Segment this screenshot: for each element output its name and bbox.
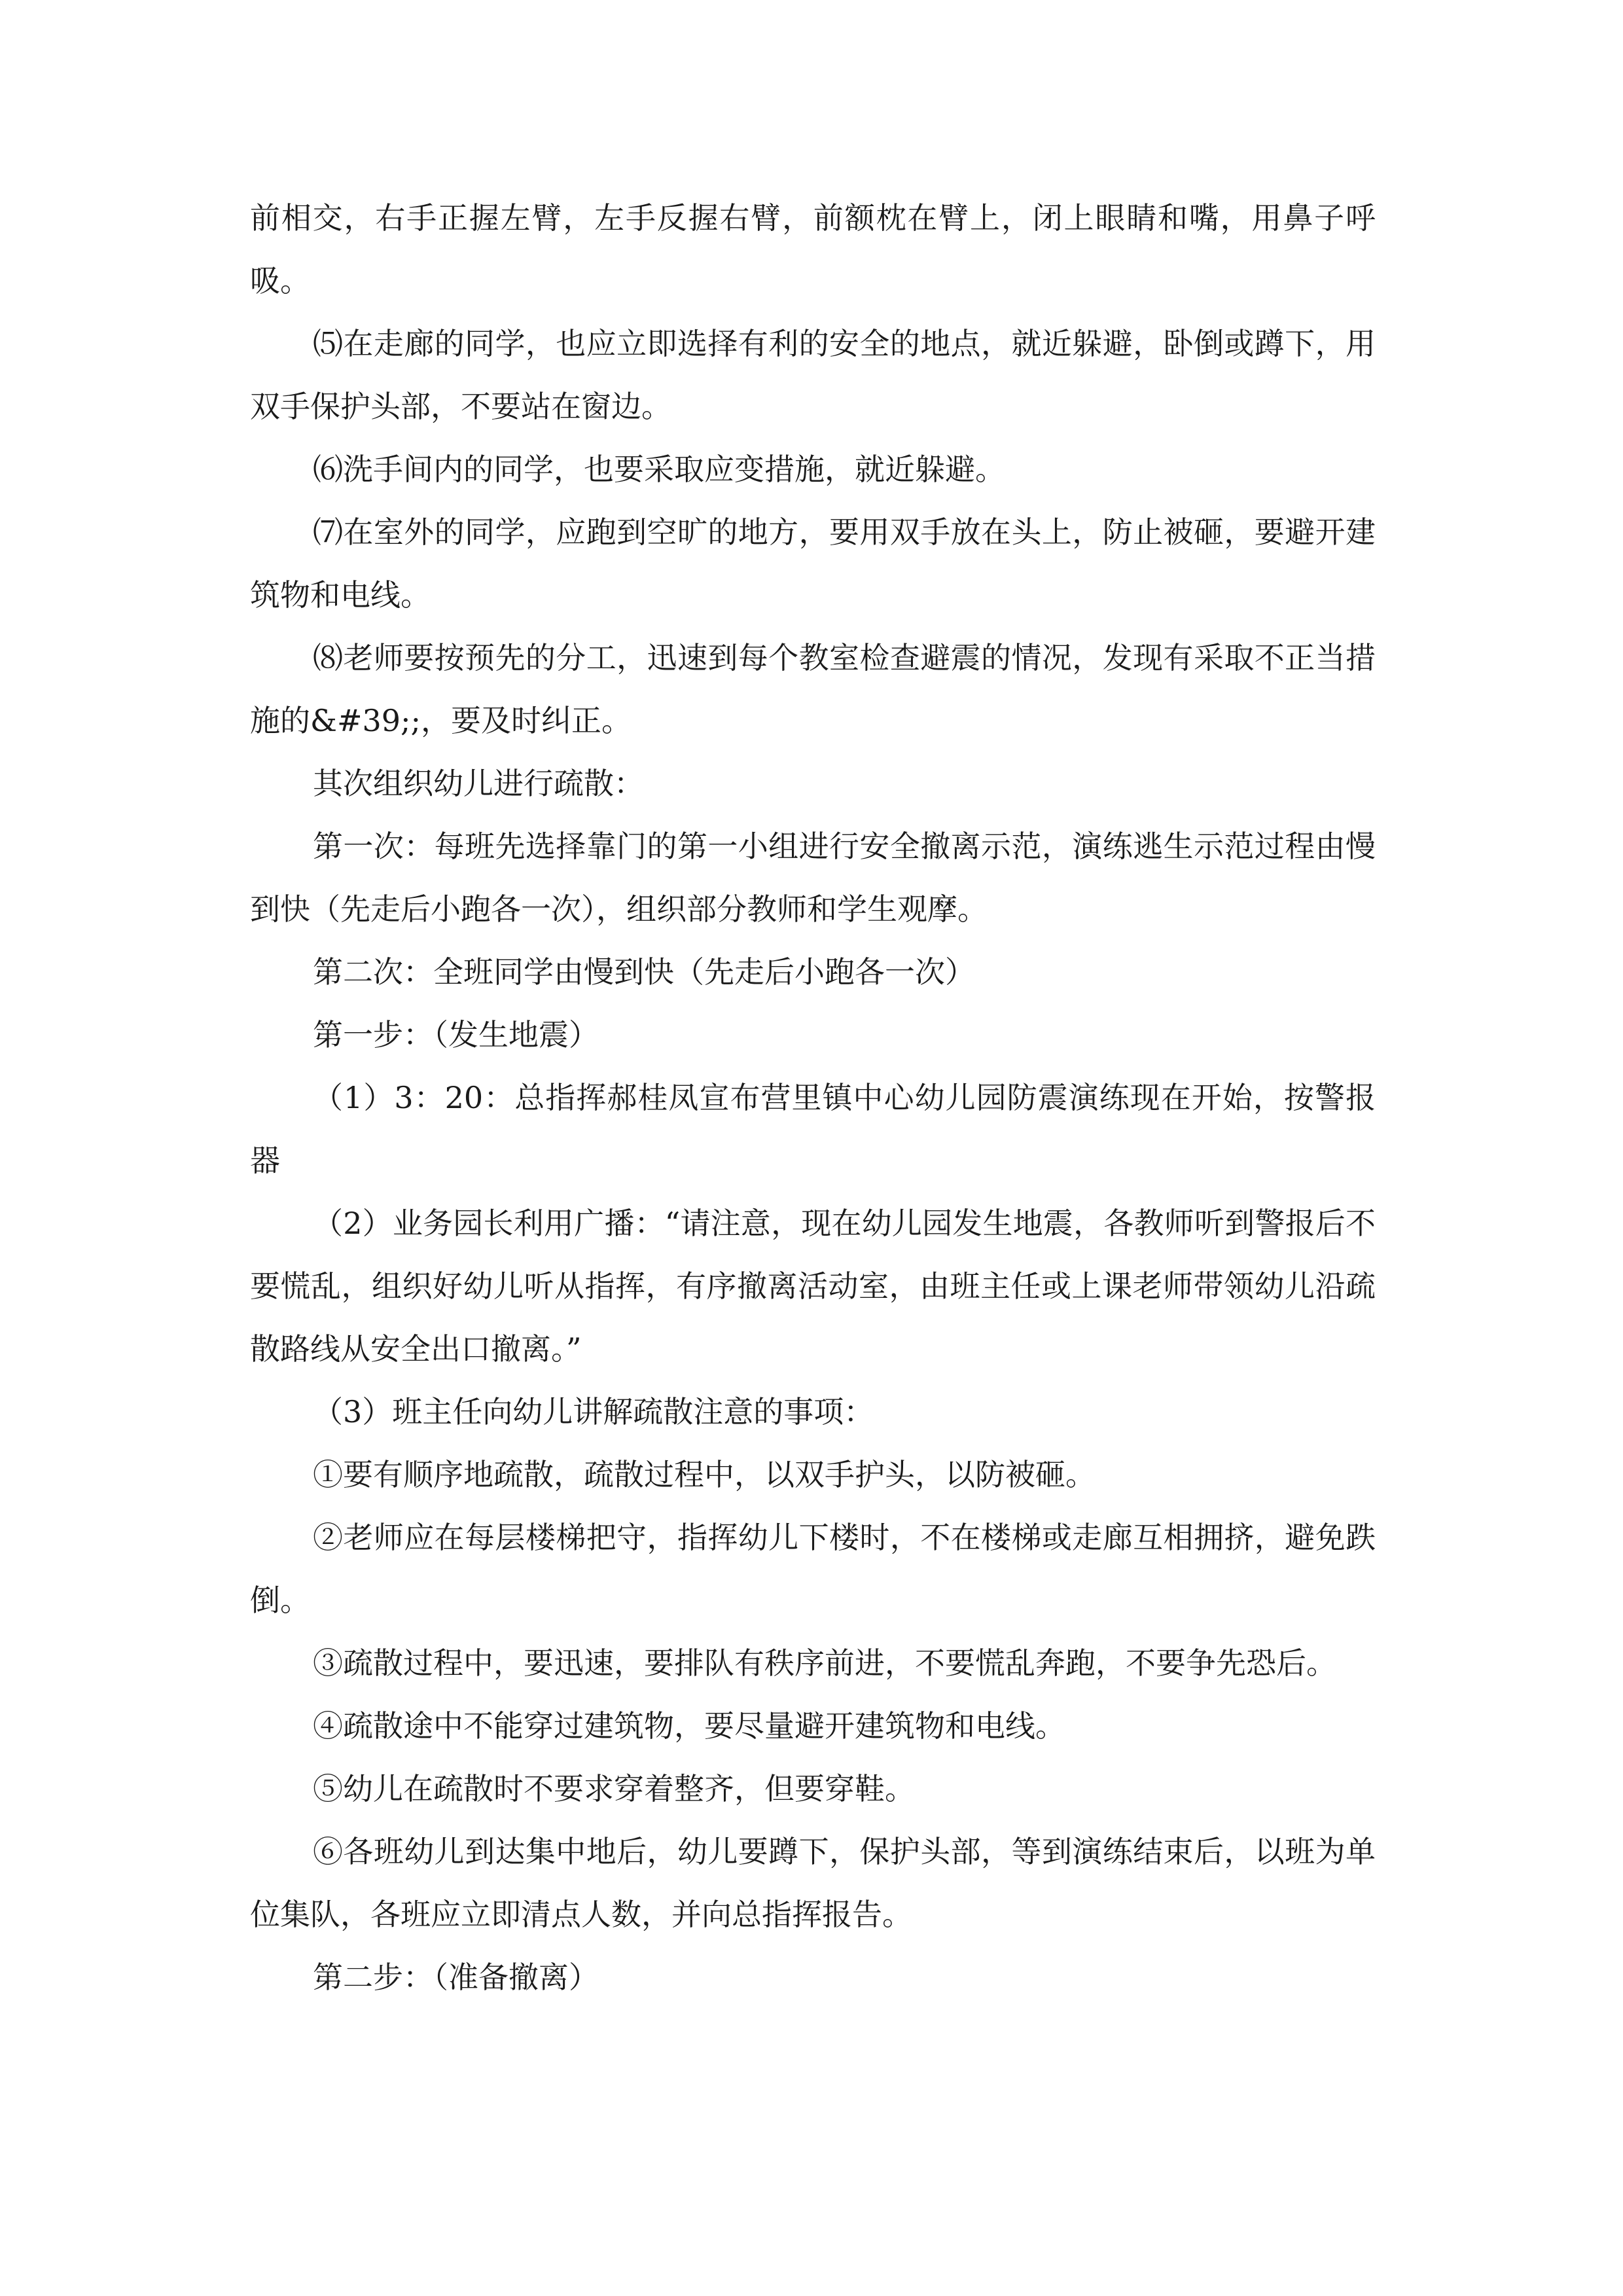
paragraph-step-one-heading: 第一步：（发生地震） xyxy=(313,1017,599,1052)
paragraph-note-5: ⑤幼儿在疏散时不要求穿着整齐，但要穿鞋。 xyxy=(313,1771,915,1806)
paragraph-note-6: ⑥各班幼儿到达集中地后，幼儿要蹲下，保护头部，等到演练结束后，以班为单位集队，各班应立即清点人数，并向总指挥报告。 xyxy=(250,1834,1376,1932)
paragraph-item-5: ⑸在走廊的同学，也应立即选择有利的安全的地点，就近躲避，卧倒或蹲下，用双手保护头部，不要站在窗边。 xyxy=(250,326,1376,424)
paragraph-item-8: ⑻老师要按预先的分工，迅速到每个教室检查避震的情况，发现有采取不正当措施的&#39;;，要及时纠正。 xyxy=(250,640,1376,738)
paragraph-item-7: ⑺在室外的同学，应跑到空旷的地方，要用双手放在头上，防止被砸，要避开建筑物和电线。 xyxy=(250,514,1376,613)
paragraph-note-4: ④疏散途中不能穿过建筑物，要尽量避开建筑物和电线。 xyxy=(313,1708,1065,1744)
paragraph-note-1: ①要有顺序地疏散，疏散过程中，以双手护头，以防被砸。 xyxy=(313,1457,1096,1492)
paragraph-note-2: ②老师应在每层楼梯把守，指挥幼儿下楼时，不在楼梯或走廊互相拥挤，避免跌倒。 xyxy=(250,1520,1376,1618)
paragraph-first-drill: 第一次：每班先选择靠门的第一小组进行安全撤离示范，演练逃生示范过程由慢到快（先走后小跑各一次），组织部分教师和学生观摩。 xyxy=(250,829,1376,927)
paragraph-step-one-3: （3）班主任向幼儿讲解疏散注意的事项： xyxy=(313,1394,874,1429)
document-body xyxy=(250,187,1376,2009)
paragraph-item-6: ⑹洗手间内的同学，也要采取应变措施，就近躲避。 xyxy=(313,452,1005,487)
paragraph-continuation: 前相交，右手正握左臂，左手反握右臂，前额枕在臂上，闭上眼睛和嘴，用鼻子呼吸。 xyxy=(250,200,1376,298)
paragraph-step-two-heading: 第二步：（准备撤离） xyxy=(313,1960,599,1995)
paragraph-step-one-1: （1）3：20：总指挥郝桂凤宣布营里镇中心幼儿园防震演练现在开始，按警报器 xyxy=(250,1080,1376,1178)
paragraph-second-drill: 第二次：全班同学由慢到快（先走后小跑各一次） xyxy=(313,954,975,990)
paragraph-step-one-2: （2）业务园长利用广播：“请注意，现在幼儿园发生地震，各教师听到警报后不要慌乱，组织好幼儿听从指挥，有序撤离活动室，由班主任或上课老师带领幼儿沿疏散路线从安全出口撤离。” xyxy=(250,1206,1376,1367)
paragraph-note-3: ③疏散过程中，要迅速，要排队有秩序前进，不要慌乱奔跑，不要争先恐后。 xyxy=(313,1645,1336,1681)
paragraph-evacuation-intro: 其次组织幼儿进行疏散： xyxy=(313,766,644,801)
